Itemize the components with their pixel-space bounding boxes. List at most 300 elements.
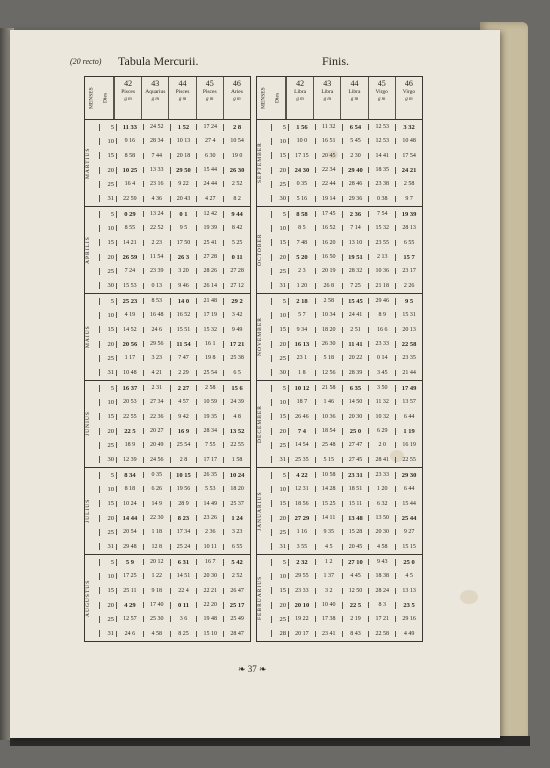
- value-cell: 6 54: [342, 124, 369, 131]
- value-cell: 19 51: [342, 254, 369, 261]
- day-cell: 10: [99, 312, 116, 319]
- day-cell: 20: [99, 602, 116, 609]
- value-cell: 29 2: [223, 298, 250, 305]
- value-cell: 8 5: [288, 225, 315, 231]
- unit-label: g m: [350, 97, 359, 102]
- value-cell: 22 34: [315, 167, 342, 173]
- month-rows: [99, 381, 250, 467]
- value-cell: 16 9: [170, 428, 197, 435]
- value-cell: 29 30: [395, 472, 422, 479]
- month-column-header: MENSES: [260, 87, 267, 109]
- month-name: OCTOBER: [257, 233, 263, 267]
- zodiac-sign: Virgo: [375, 89, 388, 95]
- value-cell: 21 44: [395, 370, 422, 376]
- value-cell: 20 17: [288, 631, 315, 637]
- value-cell: 2 19: [342, 616, 369, 622]
- year-number: 46: [404, 79, 413, 88]
- day-cell: 20: [271, 341, 288, 348]
- month-block: [85, 207, 250, 294]
- table-row: [99, 569, 250, 583]
- value-cell: 2 36: [342, 211, 369, 218]
- value-cell: 24 6: [116, 631, 143, 637]
- day-cell: 10: [271, 486, 288, 493]
- value-cell: 11 41: [342, 341, 369, 348]
- right-ephemeris-table: [256, 76, 423, 642]
- table-row: [99, 351, 250, 365]
- value-cell: 12 8: [143, 544, 170, 550]
- table-row: [271, 453, 422, 467]
- value-cell: 2 32: [288, 559, 315, 566]
- value-cell: 4 22: [288, 472, 315, 479]
- value-cell: 26 47: [223, 588, 250, 594]
- table-row: [99, 584, 250, 598]
- table-row: [99, 395, 250, 409]
- value-cell: 9 5: [170, 225, 197, 231]
- table-row: [271, 163, 422, 177]
- value-cell: 26 8: [315, 283, 342, 289]
- zodiac-sign: Libra: [294, 89, 307, 95]
- value-cell: 16 6: [368, 327, 395, 333]
- value-cell: 13 48: [342, 515, 369, 522]
- value-cell: 17 38: [315, 616, 342, 622]
- value-cell: 27 10: [342, 559, 369, 566]
- table-row: [99, 482, 250, 496]
- value-cell: 18 35: [368, 167, 395, 173]
- day-column-header: Dies: [99, 77, 114, 119]
- value-cell: 14 0: [170, 298, 197, 305]
- day-cell: 5: [271, 385, 288, 392]
- value-cell: 2 52: [223, 573, 250, 579]
- year-column-header: [313, 77, 340, 119]
- value-cell: 3 50: [368, 385, 395, 391]
- day-cell: 15: [271, 152, 288, 159]
- value-cell: 23 5: [395, 602, 422, 609]
- day-cell: 30: [99, 456, 116, 463]
- value-cell: 2 58: [315, 298, 342, 304]
- value-cell: 16 7: [196, 559, 223, 565]
- day-cell: 31: [99, 543, 116, 550]
- day-cell: 31: [99, 630, 116, 637]
- value-cell: 24 30: [288, 167, 315, 174]
- value-cell: 15 10: [196, 631, 223, 637]
- month-block: [85, 120, 250, 207]
- month-name: DECEMBER: [257, 405, 263, 443]
- day-cell: 15: [271, 326, 288, 333]
- day-cell: 5: [99, 124, 116, 131]
- table-row: [271, 120, 422, 134]
- table-row: [99, 612, 250, 626]
- value-cell: 0 35: [143, 472, 170, 478]
- value-cell: 26 30: [223, 167, 250, 174]
- month-rows: [99, 120, 250, 206]
- table-row: [271, 569, 422, 583]
- day-cell: 15: [271, 413, 288, 420]
- table-row: [271, 264, 422, 278]
- value-cell: 7 47: [170, 355, 197, 361]
- day-cell: 31: [99, 195, 116, 202]
- value-cell: 19 14: [315, 196, 342, 202]
- value-cell: 8 2: [223, 196, 250, 202]
- value-cell: 29 40: [342, 167, 369, 174]
- day-cell: 25: [99, 181, 116, 188]
- value-cell: 23 1: [288, 355, 315, 361]
- value-cell: 13 10: [342, 240, 369, 246]
- day-cell: 5: [271, 298, 288, 305]
- day-cell: 31: [271, 456, 288, 463]
- day-cell: 20: [99, 428, 116, 435]
- value-cell: 10 11: [196, 544, 223, 550]
- value-cell: 28 41: [368, 457, 395, 463]
- value-cell: 28 26: [196, 268, 223, 274]
- value-cell: 27 45: [342, 457, 369, 463]
- day-cell: 20: [271, 167, 288, 174]
- year-column-header: [223, 77, 250, 119]
- zodiac-sign: Aries: [230, 89, 243, 95]
- table-row: [271, 323, 422, 337]
- year-number: 42: [124, 79, 133, 88]
- day-cell: 10: [271, 573, 288, 580]
- value-cell: 1 19: [395, 428, 422, 435]
- value-cell: 4 49: [395, 631, 422, 637]
- value-cell: 10 40: [315, 602, 342, 608]
- table-row: [271, 395, 422, 409]
- unit-label: g m: [206, 97, 214, 102]
- table-row: [99, 149, 250, 163]
- unit-label: g m: [296, 97, 304, 102]
- value-cell: 4 5: [395, 573, 422, 579]
- value-cell: 9 34: [288, 327, 315, 333]
- zodiac-sign: Aquarius: [145, 89, 166, 95]
- table-header-row: [257, 77, 422, 120]
- value-cell: 25 0: [395, 559, 422, 566]
- month-rows: [271, 120, 422, 206]
- value-cell: 1 52: [170, 124, 197, 131]
- value-cell: 28 34: [196, 428, 223, 434]
- value-cell: 15 53: [116, 283, 143, 289]
- value-cell: 19 8: [196, 355, 223, 361]
- value-cell: 1 17: [116, 355, 143, 361]
- value-cell: 2 18: [288, 298, 315, 305]
- year-column-header: [340, 77, 367, 119]
- value-cell: 21 58: [315, 385, 342, 391]
- value-cell: 26 14: [196, 283, 223, 289]
- day-cell: 25: [271, 181, 288, 188]
- day-cell: 15: [99, 239, 116, 246]
- table-row: [271, 192, 422, 206]
- table-row: [99, 264, 250, 278]
- day-cell: 30: [271, 369, 288, 376]
- value-cell: 19 39: [395, 211, 422, 218]
- value-cell: 4 45: [342, 573, 369, 579]
- value-cell: 18 20: [315, 327, 342, 333]
- value-cell: 24 44: [196, 181, 223, 187]
- value-cell: 9 7: [395, 196, 422, 202]
- value-cell: 2 58: [196, 385, 223, 391]
- month-rows: [99, 555, 250, 641]
- value-cell: 11 54: [143, 254, 170, 260]
- year-number: 43: [323, 79, 332, 88]
- value-cell: 18 7: [288, 399, 315, 405]
- value-cell: 15 32: [196, 327, 223, 333]
- value-cell: 28 13: [395, 225, 422, 231]
- day-cell: 5: [99, 385, 116, 392]
- value-cell: 24 6: [143, 327, 170, 333]
- value-cell: 16 51: [315, 138, 342, 144]
- value-cell: 16 37: [116, 385, 143, 392]
- page-title: Tabula Mercurii.: [118, 54, 199, 68]
- year-number: 42: [296, 79, 305, 88]
- value-cell: 25 23: [116, 298, 143, 305]
- value-cell: 17 17: [196, 457, 223, 463]
- day-cell: 15: [99, 587, 116, 594]
- value-cell: 27 4: [196, 138, 223, 144]
- value-cell: 8 43: [342, 631, 369, 637]
- day-cell: 20: [99, 254, 116, 261]
- day-cell: 10: [271, 138, 288, 145]
- value-cell: 21 48: [196, 298, 223, 304]
- day-cell: 25: [271, 442, 288, 449]
- value-cell: 22 58: [368, 631, 395, 637]
- value-cell: 25 24: [170, 544, 197, 550]
- value-cell: 0 11: [170, 602, 197, 609]
- table-row: [99, 453, 250, 467]
- value-cell: 5 16: [288, 196, 315, 202]
- day-cell: 15: [271, 587, 288, 594]
- value-cell: 0 14: [368, 355, 395, 361]
- value-cell: 4 27: [196, 196, 223, 202]
- day-cell: 25: [99, 442, 116, 449]
- value-cell: 10 32: [368, 414, 395, 420]
- value-cell: 3 6: [170, 616, 197, 622]
- value-cell: 20 56: [116, 341, 143, 348]
- day-cell: 10: [99, 573, 116, 580]
- year-number: 44: [178, 79, 187, 88]
- month-block: [257, 294, 422, 381]
- value-cell: 1 16: [288, 529, 315, 535]
- month-rows: [99, 468, 250, 554]
- value-cell: 15 11: [342, 501, 369, 507]
- value-cell: 10 24: [116, 501, 143, 507]
- value-cell: 4 19: [116, 312, 143, 318]
- value-cell: 29 16: [395, 616, 422, 622]
- value-cell: 24 41: [342, 312, 369, 318]
- day-cell: 15: [271, 500, 288, 507]
- value-cell: 16 52: [315, 225, 342, 231]
- value-cell: 4 36: [143, 196, 170, 202]
- unit-label: g m: [151, 97, 159, 102]
- value-cell: 20 12: [143, 559, 170, 565]
- value-cell: 23 31: [342, 472, 369, 479]
- value-cell: 2 3: [288, 268, 315, 274]
- table-row: [271, 410, 422, 424]
- value-cell: 4 21: [143, 370, 170, 376]
- table-row: [99, 177, 250, 191]
- value-cell: 10 48: [116, 370, 143, 376]
- day-cell: 20: [271, 254, 288, 261]
- value-cell: 2 30: [342, 153, 369, 159]
- table-row: [99, 134, 250, 148]
- value-cell: 19 48: [196, 616, 223, 622]
- value-cell: 17 40: [143, 602, 170, 608]
- value-cell: 16 4: [116, 181, 143, 187]
- zodiac-sign: Pisces: [202, 89, 217, 95]
- month-column-header: MENSES: [88, 87, 95, 109]
- value-cell: 18 51: [342, 486, 369, 492]
- table-row: [99, 424, 250, 438]
- value-cell: 6 30: [196, 153, 223, 159]
- zodiac-sign: Pisces: [175, 89, 190, 95]
- value-cell: 2 29: [170, 370, 197, 376]
- day-cell: 20: [99, 515, 116, 522]
- page-number-value: 37: [247, 664, 257, 674]
- table-row: [99, 120, 250, 134]
- value-cell: 7 14: [342, 225, 369, 231]
- day-cell: 10: [271, 399, 288, 406]
- value-cell: 28 34: [143, 138, 170, 144]
- value-cell: 26 59: [116, 254, 143, 261]
- value-cell: 16 50: [315, 254, 342, 260]
- value-cell: 8 55: [116, 225, 143, 231]
- value-cell: 22 30: [143, 515, 170, 521]
- value-cell: 15 32: [368, 225, 395, 231]
- value-cell: 20 13: [395, 327, 422, 333]
- value-cell: 16 20: [315, 240, 342, 246]
- paper-stain: [460, 590, 478, 604]
- value-cell: 7 44: [143, 153, 170, 159]
- value-cell: 6 55: [395, 240, 422, 246]
- value-cell: 13 33: [143, 167, 170, 173]
- day-cell: 31: [271, 282, 288, 289]
- value-cell: 9 27: [395, 529, 422, 535]
- value-cell: 6 44: [395, 486, 422, 492]
- table-row: [99, 540, 250, 554]
- value-cell: 14 21: [116, 240, 143, 246]
- table-row: [271, 438, 422, 452]
- value-cell: 19 22: [288, 616, 315, 622]
- value-cell: 23 17: [395, 268, 422, 274]
- year-number: 45: [377, 79, 386, 88]
- table-row: [99, 497, 250, 511]
- value-cell: 2 8: [170, 457, 197, 463]
- day-cell: 10: [99, 399, 116, 406]
- value-cell: 25 44: [395, 515, 422, 522]
- value-cell: 18 56: [288, 501, 315, 507]
- month-rows: [271, 555, 422, 641]
- value-cell: 23 16: [143, 181, 170, 187]
- value-cell: 15 25: [315, 501, 342, 507]
- table-row: [271, 540, 422, 554]
- day-cell: 10: [99, 225, 116, 232]
- day-cell: 5: [99, 559, 116, 566]
- value-cell: 18 38: [368, 573, 395, 579]
- value-cell: 10 58: [315, 472, 342, 478]
- value-cell: 20 22: [342, 355, 369, 361]
- value-cell: 16 19: [395, 442, 422, 448]
- value-cell: 28 47: [223, 631, 250, 637]
- month-block: [257, 120, 422, 207]
- value-cell: 1 2: [315, 559, 342, 565]
- table-row: [271, 207, 422, 221]
- value-cell: 14 44: [116, 515, 143, 522]
- value-cell: 9 42: [170, 414, 197, 420]
- zodiac-sign: Libra: [348, 89, 361, 95]
- value-cell: 5 7: [288, 312, 315, 318]
- value-cell: 10 54: [223, 138, 250, 144]
- month-block: [85, 381, 250, 468]
- day-cell: 5: [271, 559, 288, 566]
- value-cell: 19 39: [196, 225, 223, 231]
- month-name: NOVEMBER: [257, 317, 263, 357]
- value-cell: 14 9: [143, 501, 170, 507]
- day-cell: 28: [271, 630, 288, 637]
- table-row: [99, 366, 250, 380]
- value-cell: 20 43: [170, 196, 197, 202]
- value-cell: 16 13: [288, 341, 315, 348]
- value-cell: 12 56: [315, 370, 342, 376]
- year-column-header: [141, 77, 168, 119]
- day-cell: 25: [99, 616, 116, 623]
- value-cell: 20 49: [143, 442, 170, 448]
- value-cell: 2 36: [196, 529, 223, 535]
- day-cell: 30: [271, 195, 288, 202]
- table-row: [271, 250, 422, 264]
- month-block: [85, 294, 250, 381]
- value-cell: 28 39: [342, 370, 369, 376]
- table-row: [271, 236, 422, 250]
- day-cell: 25: [99, 529, 116, 536]
- year-column-header: [114, 77, 141, 119]
- table-row: [99, 381, 250, 395]
- table-row: [99, 598, 250, 612]
- value-cell: 9 18: [143, 588, 170, 594]
- value-cell: 0 29: [116, 211, 143, 218]
- table-row: [271, 294, 422, 308]
- table-row: [99, 279, 250, 293]
- value-cell: 25 11: [116, 588, 143, 594]
- table-row: [99, 192, 250, 206]
- value-cell: 29 55: [288, 573, 315, 579]
- value-cell: 9 35: [315, 529, 342, 535]
- value-cell: 13 24: [143, 211, 170, 217]
- unit-label: g m: [178, 97, 187, 102]
- value-cell: 3 45: [368, 370, 395, 376]
- value-cell: 25 54: [170, 442, 197, 448]
- value-cell: 1 37: [315, 573, 342, 579]
- value-cell: 10 25: [116, 167, 143, 174]
- value-cell: 25 17: [223, 602, 250, 609]
- value-cell: 22 4: [170, 588, 197, 594]
- day-cell: 5: [271, 124, 288, 131]
- month-name: APRILIS: [85, 236, 91, 264]
- value-cell: 6 31: [170, 559, 197, 566]
- value-cell: 25 0: [342, 428, 369, 435]
- day-cell: 5: [99, 472, 116, 479]
- table-row: [271, 511, 422, 525]
- value-cell: 25 41: [196, 240, 223, 246]
- value-cell: 8 23: [170, 515, 197, 522]
- value-cell: 10 15: [170, 472, 197, 479]
- month-rows: [271, 207, 422, 293]
- value-cell: 2 27: [170, 385, 197, 392]
- value-cell: 13 13: [395, 588, 422, 594]
- value-cell: 14 52: [116, 327, 143, 333]
- value-cell: 5 25: [223, 240, 250, 246]
- value-cell: 6 35: [342, 385, 369, 392]
- month-rows: [99, 294, 250, 380]
- value-cell: 1 58: [223, 457, 250, 463]
- month-rows: [271, 468, 422, 554]
- value-cell: 15 44: [395, 501, 422, 507]
